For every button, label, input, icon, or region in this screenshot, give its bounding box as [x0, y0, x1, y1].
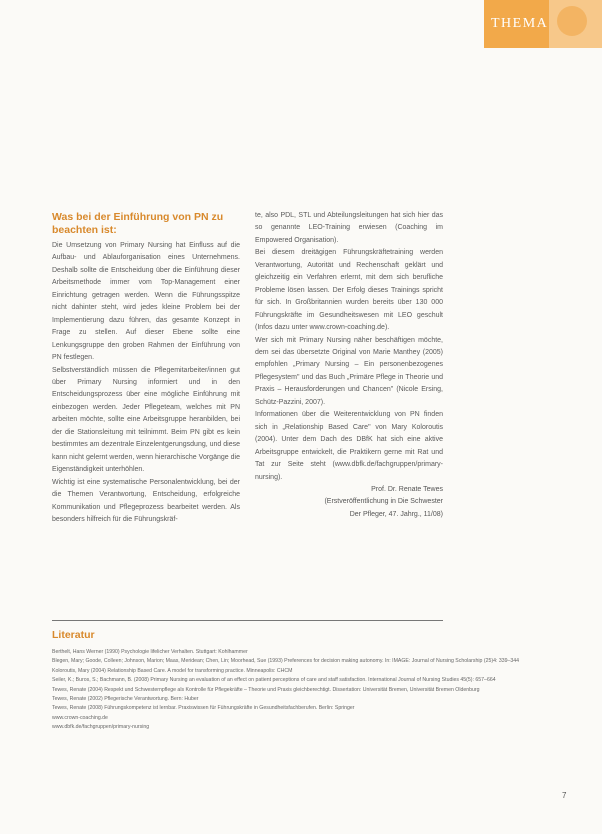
literature-link[interactable]: www.crown-coaching.de: [52, 714, 108, 721]
publication-note: (Erstveröffentlichung in Die Schwester: [324, 498, 443, 506]
literature-list: [52, 648, 520, 733]
paragraph: Wichtig ist eine systematische Personalentwicklung, bei der die Themen Verantwortung, Entscheidung, erfolgreiche Kommunikation und Pflegeprozess bearbeitet werden. Als besonders hilfreich für die Führungskräf-: [52, 478, 240, 523]
author-signature: Prof. Dr. Renate Tewes: [371, 485, 443, 493]
publication-note: Der Pfleger, 47. Jahrg., 11/08): [349, 510, 443, 518]
page-number: 7: [562, 791, 567, 800]
literature-heading: Literatur: [52, 629, 95, 641]
paragraph: Die Umsetzung von Primary Nursing hat Einfluss auf die Aufbau- und Ablauforganisation eines Unternehmens. Deshalb sollte die Entscheidung über die Einführung dieser Arbeitsmethode immer vom Top-Management einer Einrichtung getragen werden. Wenn die Führungsspitze nicht dahinter steht, wird jedes kleine Problem bei der Implementierung dazu führen, das gesamte Konzept in Frage zu stellen. Auf dieser Ebene sollte eine Lenkungsgruppe den groben Rahmen der Einführung von PN festlegen.: [52, 242, 240, 362]
section-label: THEMA: [491, 16, 549, 31]
paragraph: Bei diesem dreitägigen Führungskräftetraining werden Verantwortung, Autorität und Rechenschaft geklärt und gleichzeitig ein Verfahren erlernt, mit dem sich berufliche Probleme lösen lassen. Der Erfolg dieses Trainings spricht für sich. In Großbritannien wurden bereits über 130 000 Führungskräfte im Gesundheitswesen mit LEO geschult (Infos dazu unter www.crown-coaching.de).: [255, 249, 443, 332]
paragraph: Informationen über die Weiterentwicklung von PN finden sich in „Relationship Based Care" von Mary Koloroutis (2004). Unter dem Dach des DBfK hat sich eine aktive Arbeitsgruppe entwickelt, die Praktikern gerne mit Rat und Tat zur Seite steht (www.dbfk.de/fachgruppen/primary-nursing).: [255, 411, 443, 481]
article-column-left: [52, 240, 240, 526]
section-divider: [52, 620, 443, 621]
article-column-right: [255, 210, 443, 521]
literature-entry: Blegen, Mary; Goode, Colleen; Johnson, Marion; Maas, Meridean; Chen, Lin; Moorhead, Sue (1993) Preferences for decision making autonomy. In: IMAGE: Journal of Nursing Scholarship (25)4: 339–344: [52, 658, 520, 665]
paragraph: Selbstverständlich müssen die Pflegemitarbeiter/innen gut über Primary Nursing informiert und in den Entscheidungsprozess über eine mögliche Einführung mit einbezogen werden. Jeder Pflegeteam, welches mit PN arbeiten möchte, sollte eine Arbeitsgruppe heranbilden, bei der die Stationsleitung mit teilnimmt. Beim PN gibt es kein bestimmtes am dezentrale Einzelentgerungsdung, und diese kann nicht gelernt werden, wenn hierarchische Vorgänge die Eigenständigkeit unterhöhlen.: [52, 366, 240, 474]
paragraph: te, also PDL, STL und Abteilungsleitungen hat sich hier das so genannte LEO-Training erwiesen (Coaching im Empowered Organisation).: [255, 212, 443, 244]
article-heading: Was bei der Einführung von PN zu beachten ist:: [52, 211, 224, 236]
thema-logo-mark: [549, 0, 602, 48]
paragraph: Wer sich mit Primary Nursing näher beschäftigen möchte, dem sei das übersetzte Original von Marie Manthey (2005) empfohlen „Primary Nursing – Ein personenbezogenes Pflegesystem" und das Buch „Primäre Pflege in Theorie und Praxis – Herausforderungen und Chancen" (Nicole Ersing, Schütz-Pazzini, 2007).: [255, 336, 443, 406]
literature-entry: Seiler, K.; Buros, S.; Bachmann, B. (2008) Primary Nursing an evaluation of an effect on patient perceptions of care and staff satisfaction. International Journal of Nursing Studies 45(5): 657–664: [52, 677, 496, 684]
literature-link[interactable]: www.dbfk.de/fachgruppen/primary-nursing: [52, 724, 150, 731]
literature-entry: Tewes, Renate (2002) Pflegerische Verantwortung. Bern: Huber: [52, 696, 199, 703]
literature-entry: Tewes, Renate (2008) Führungskompetenz ist lernbar. Praxiswissen für Führungskräfte in Gesundheitsfachberufen. Berlin: Springer: [52, 705, 355, 712]
literature-entry: Berthelt, Hans Werner (1990) Psychologie lifelicher Verhalten. Stuttgart: Kohlhammer: [52, 649, 248, 655]
literature-entry: Koloroutis, Mary (2004) Relationship Based Care. A model for transforming practice. Minneapolis: CHCM: [52, 667, 293, 674]
literature-entry: Tewes, Renate (2004) Respekt und Schwesternpflege als Kontrolle für Pflegekräfte – Theorie und Praxis gleichberechtigt. Dissertation: Universität Bremen, Universität Bremen Oldenburg: [52, 686, 480, 693]
